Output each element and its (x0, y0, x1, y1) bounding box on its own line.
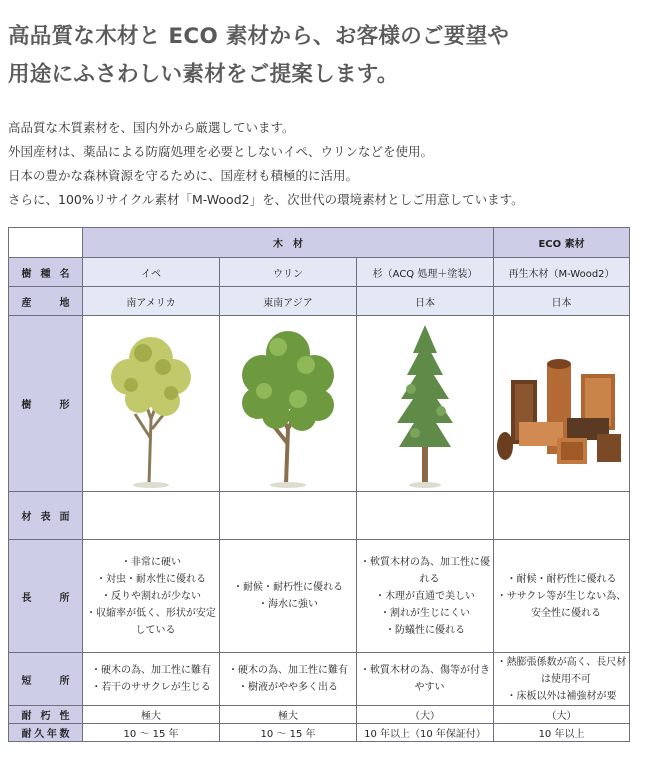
headline-line-1: 高品質な木材と ECO 素材から、お客様のご要望や (8, 24, 510, 49)
material-comparison-table (8, 227, 630, 742)
species-name: 杉（ACQ 処理＋塗装） (357, 258, 494, 287)
lifespan-row (9, 724, 630, 742)
cons-cell (83, 653, 220, 706)
pros-item: ・ ササクレ等が生じない為、安全性に優れる (494, 588, 629, 622)
ulin-tree-icon (220, 316, 357, 492)
row-label-shape: 樹形 (9, 316, 83, 492)
intro-line: 外国産材は、薬品による防腐処理を必要としないイペ、ウリンなどを使用。 (8, 144, 434, 159)
durability-value: 極大 (220, 706, 357, 724)
durability-value: （大） (494, 706, 630, 724)
intro-line: さらに、100%リサイクル素材「M-Wood2」を、次世代の環境素材としご用意しています。 (8, 192, 524, 207)
pros-item: ・ 反りや割れが少ない (83, 588, 219, 605)
group-header-row (9, 228, 630, 258)
pros-item: ・ 木理が直通で美しい (357, 588, 493, 605)
origin-row (9, 287, 630, 316)
group-eco: ECO 素材 (494, 228, 630, 258)
durability-value: 極大 (83, 706, 220, 724)
shape-row (9, 316, 630, 492)
intro-line: 高品質な木質素材を、国内外から厳選しています。 (8, 120, 295, 135)
species-row (9, 258, 630, 287)
pros-item: ・ 防蟻性に優れる (357, 622, 493, 639)
pros-item: ・ 耐候・耐朽性に優れる (220, 579, 356, 596)
species-name: イペ (83, 258, 220, 287)
headline (8, 18, 638, 94)
pros-item: ・ 海水に強い (220, 596, 356, 613)
row-label-lifespan: 耐久年数 (9, 724, 83, 742)
cons-item: ・ 熱膨張係数が高く、長尺材は使用不可 (494, 654, 629, 688)
surface-cell (357, 492, 494, 540)
pros-item: ・ 対虫・耐水性に優れる (83, 571, 219, 588)
row-label-cons: 短所 (9, 653, 83, 706)
pros-item: ・ 非常に硬い (83, 554, 219, 571)
origin-value: 日本 (357, 287, 494, 316)
species-name: ウリン (220, 258, 357, 287)
intro-line: 日本の豊かな森林資源を守るために、国産材も積極的に活用。 (8, 168, 359, 183)
cons-item: ・ 軟質木材の為、傷等が付きやすい (357, 662, 493, 696)
cons-item: ・ 若干のササクレが生じる (83, 679, 219, 696)
cons-item: ・ 床板以外は補強材が要 (494, 688, 629, 705)
row-label-pros: 長所 (9, 540, 83, 653)
pros-cell (494, 540, 630, 653)
row-label-species: 樹種名 (9, 258, 83, 287)
cons-cell (220, 653, 357, 706)
lifespan-value: 10 ～ 15 年 (83, 724, 220, 742)
group-wood: 木 材 (83, 228, 494, 258)
pros-cell (220, 540, 357, 653)
origin-value: 東南アジア (220, 287, 357, 316)
species-name: 再生木材（M-Wood2） (494, 258, 630, 287)
cedar-tree-icon (357, 316, 494, 492)
lifespan-value: 10 ～ 15 年 (220, 724, 357, 742)
surface-cell (220, 492, 357, 540)
row-label-surface: 材表面 (9, 492, 83, 540)
cons-row (9, 653, 630, 706)
surface-row (9, 492, 630, 540)
lifespan-value: 10 年以上 (494, 724, 630, 742)
recycled-wood-profiles-icon (494, 316, 630, 492)
cons-cell (494, 653, 630, 706)
pros-item: ・ 軟質木材の為、加工性に優れる (357, 554, 493, 588)
pros-cell (357, 540, 494, 653)
cons-item: ・ 樹液がやや多く出る (220, 679, 356, 696)
corner-cell (9, 228, 83, 258)
durability-row (9, 706, 630, 724)
surface-cell (83, 492, 220, 540)
pros-item: ・ 割れが生じにくい (357, 605, 493, 622)
row-label-origin: 産地 (9, 287, 83, 316)
pros-item: ・ 収縮率が低く、形状が安定している (83, 605, 219, 639)
ipe-tree-icon (83, 316, 220, 492)
cons-item: ・ 硬木の為、加工性に難有 (220, 662, 356, 679)
origin-value: 日本 (494, 287, 630, 316)
durability-value: （大） (357, 706, 494, 724)
origin-value: 南アメリカ (83, 287, 220, 316)
pros-row (9, 540, 630, 653)
pros-cell (83, 540, 220, 653)
row-label-durability: 耐朽性 (9, 706, 83, 724)
headline-line-2: 用途にふさわしい素材をご提案します。 (8, 62, 399, 87)
cons-item: ・ 硬木の為、加工性に難有 (83, 662, 219, 679)
lifespan-value: 10 年以上（10 年保証付） (357, 724, 494, 742)
surface-cell (494, 492, 630, 540)
pros-item: ・ 耐候・耐朽性に優れる (494, 571, 629, 588)
cons-cell (357, 653, 494, 706)
intro-paragraph (8, 116, 638, 212)
